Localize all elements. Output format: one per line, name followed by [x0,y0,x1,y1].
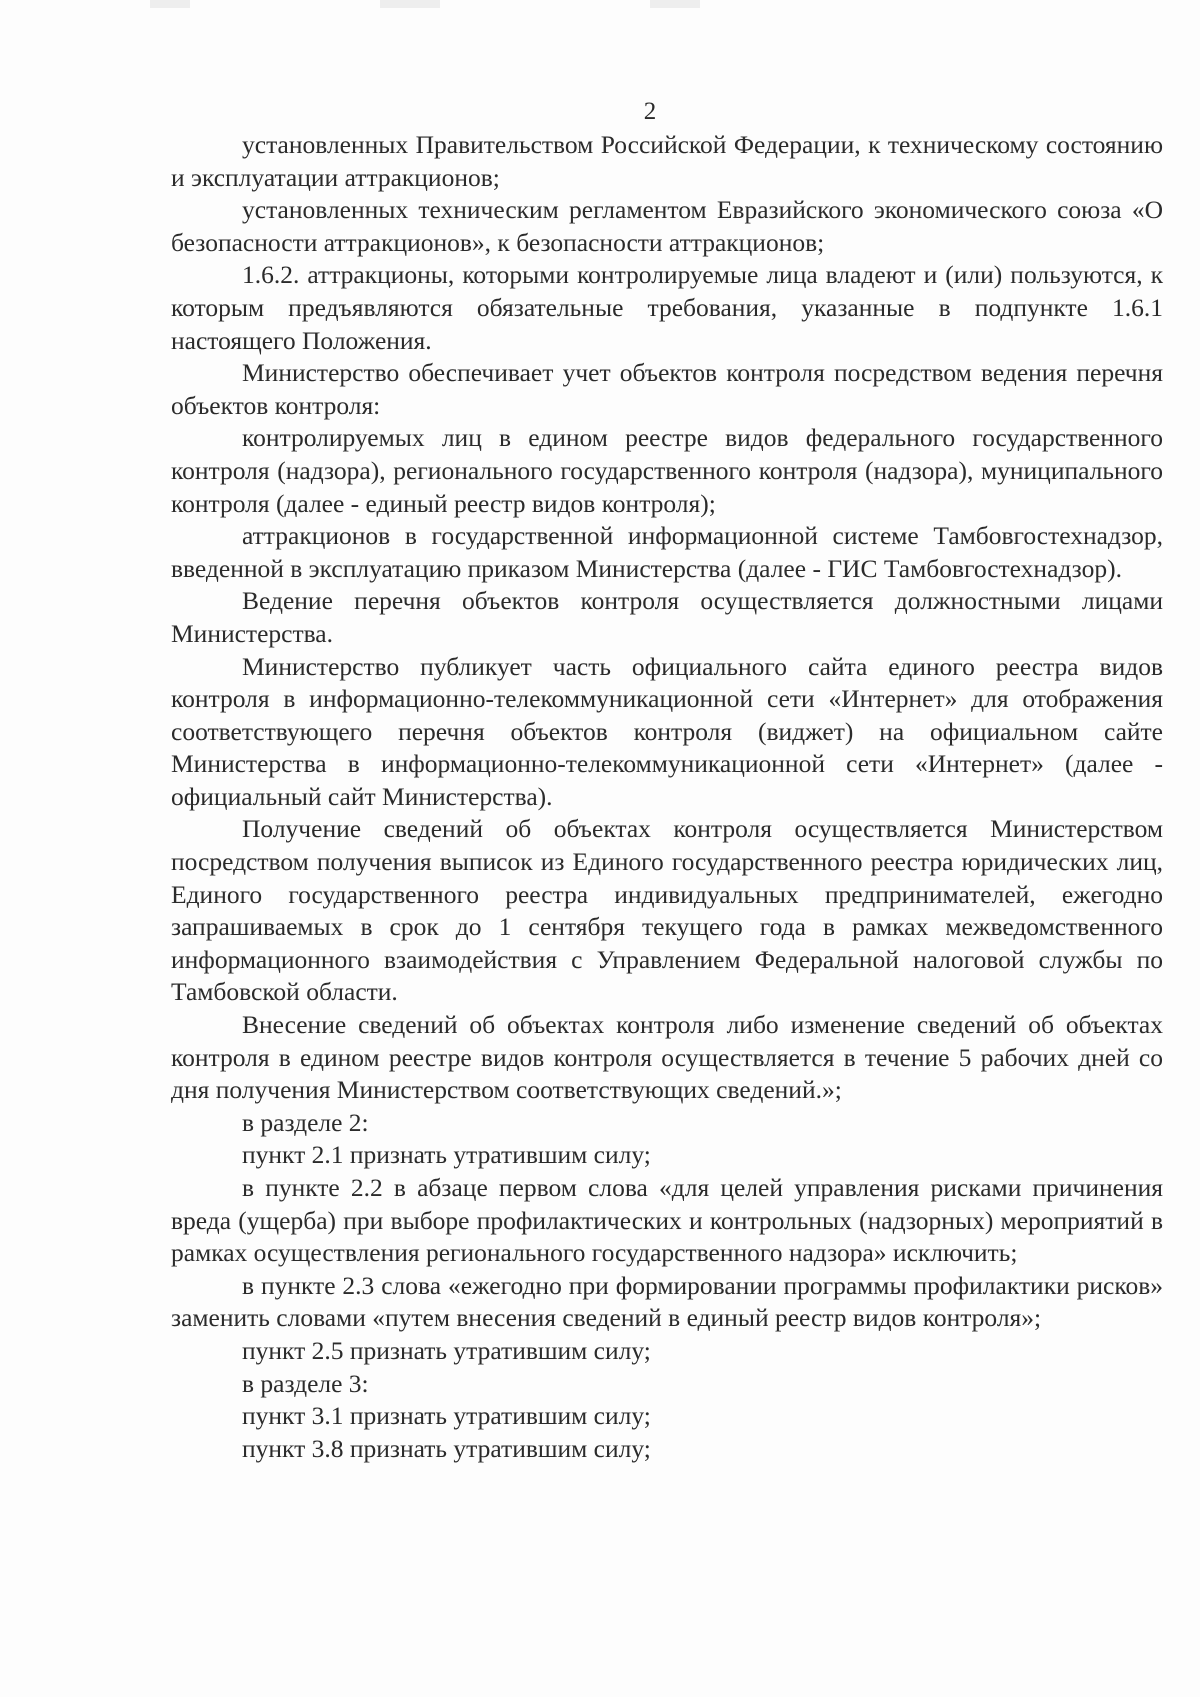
paragraph: контролируемых лиц в едином реестре видов федерального государственного контроля (надзора), регионального государственного контроля (надзора), муниципального контроля (далее - единый реестр видов контроля); [171,423,1163,518]
paragraph: Министерство публикует часть официального сайта единого реестра видов контроля в информационно-телекоммуникационной сети «Интернет» для отображения соответствующего перечня объектов контроля (виджет) на официальном сайте Министерства в информационно-телекоммуникационной сети «Интернет» (далее - официальный сайт Министерства). [171,651,1163,811]
paragraph: 1.6.2. аттракционы, которыми контролируемые лица владеют и (или) пользуются, к которым предъявляются обязательные требования, указанные в подпункте 1.6.1 настоящего Положения. [171,260,1163,355]
scan-artifact [150,0,190,8]
paragraph: Внесение сведений об объектах контроля либо изменение сведений об объектах контроля в едином реестре видов контроля осуществляется в течение 5 рабочих дней со дня получения Министерством соответствующих сведений.»; [171,1010,1163,1105]
paragraph: Получение сведений об объектах контроля осуществляется Министерством посредством получения выписок из Единого государственного реестра юридических лиц, Единого государственного реестра индивидуальных предпринимателей, ежегодно запрашиваемых в срок до 1 сентября текущего года в рамках межведомственного информационного взаимодействия с Управлением Федеральной налоговой службы по Тамбовской области. [171,814,1163,1007]
paragraph: в пункте 2.2 в абзаце первом слова «для целей управления рисками причинения вреда (ущерба) при выборе профилактических и контрольных (надзорных) мероприятий в рамках осуществления регионального государственного надзора» исключить; [171,1173,1163,1268]
scan-artifact [380,0,440,8]
paragraph: в разделе 2: [242,1107,369,1137]
paragraph: пункт 3.8 признать утратившим силу; [242,1433,651,1463]
document-body [171,129,1163,1465]
paragraph: Министерство обеспечивает учет объектов контроля посредством ведения перечня объектов контроля: [171,358,1163,420]
paragraph: пункт 3.1 признать утратившим силу; [242,1401,651,1431]
paragraph: установленных Правительством Российской Федерации, к техническому состоянию и эксплуатации аттракционов; [171,130,1163,192]
paragraph: установленных техническим регламентом Евразийского экономического союза «О безопасности аттракционов», к безопасности аттракционов; [171,195,1163,257]
paragraph: в разделе 3: [242,1368,369,1398]
paragraph: пункт 2.1 признать утратившим силу; [242,1140,651,1170]
paragraph: аттракционов в государственной информационной системе Тамбовгостехнадзор, введенной в эксплуатацию приказом Министерства (далее - ГИС Тамбовгостехнадзор). [171,521,1163,583]
paragraph: пункт 2.5 признать утратившим силу; [242,1335,651,1365]
scan-artifact [650,0,700,8]
paragraph: Ведение перечня объектов контроля осуществляется должностными лицами Министерства. [171,586,1163,648]
paragraph: в пункте 2.3 слова «ежегодно при формировании программы профилактики рисков» заменить словами «путем внесения сведений в единый реестр видов контроля»; [171,1270,1163,1333]
page-number: 2 [643,98,657,125]
